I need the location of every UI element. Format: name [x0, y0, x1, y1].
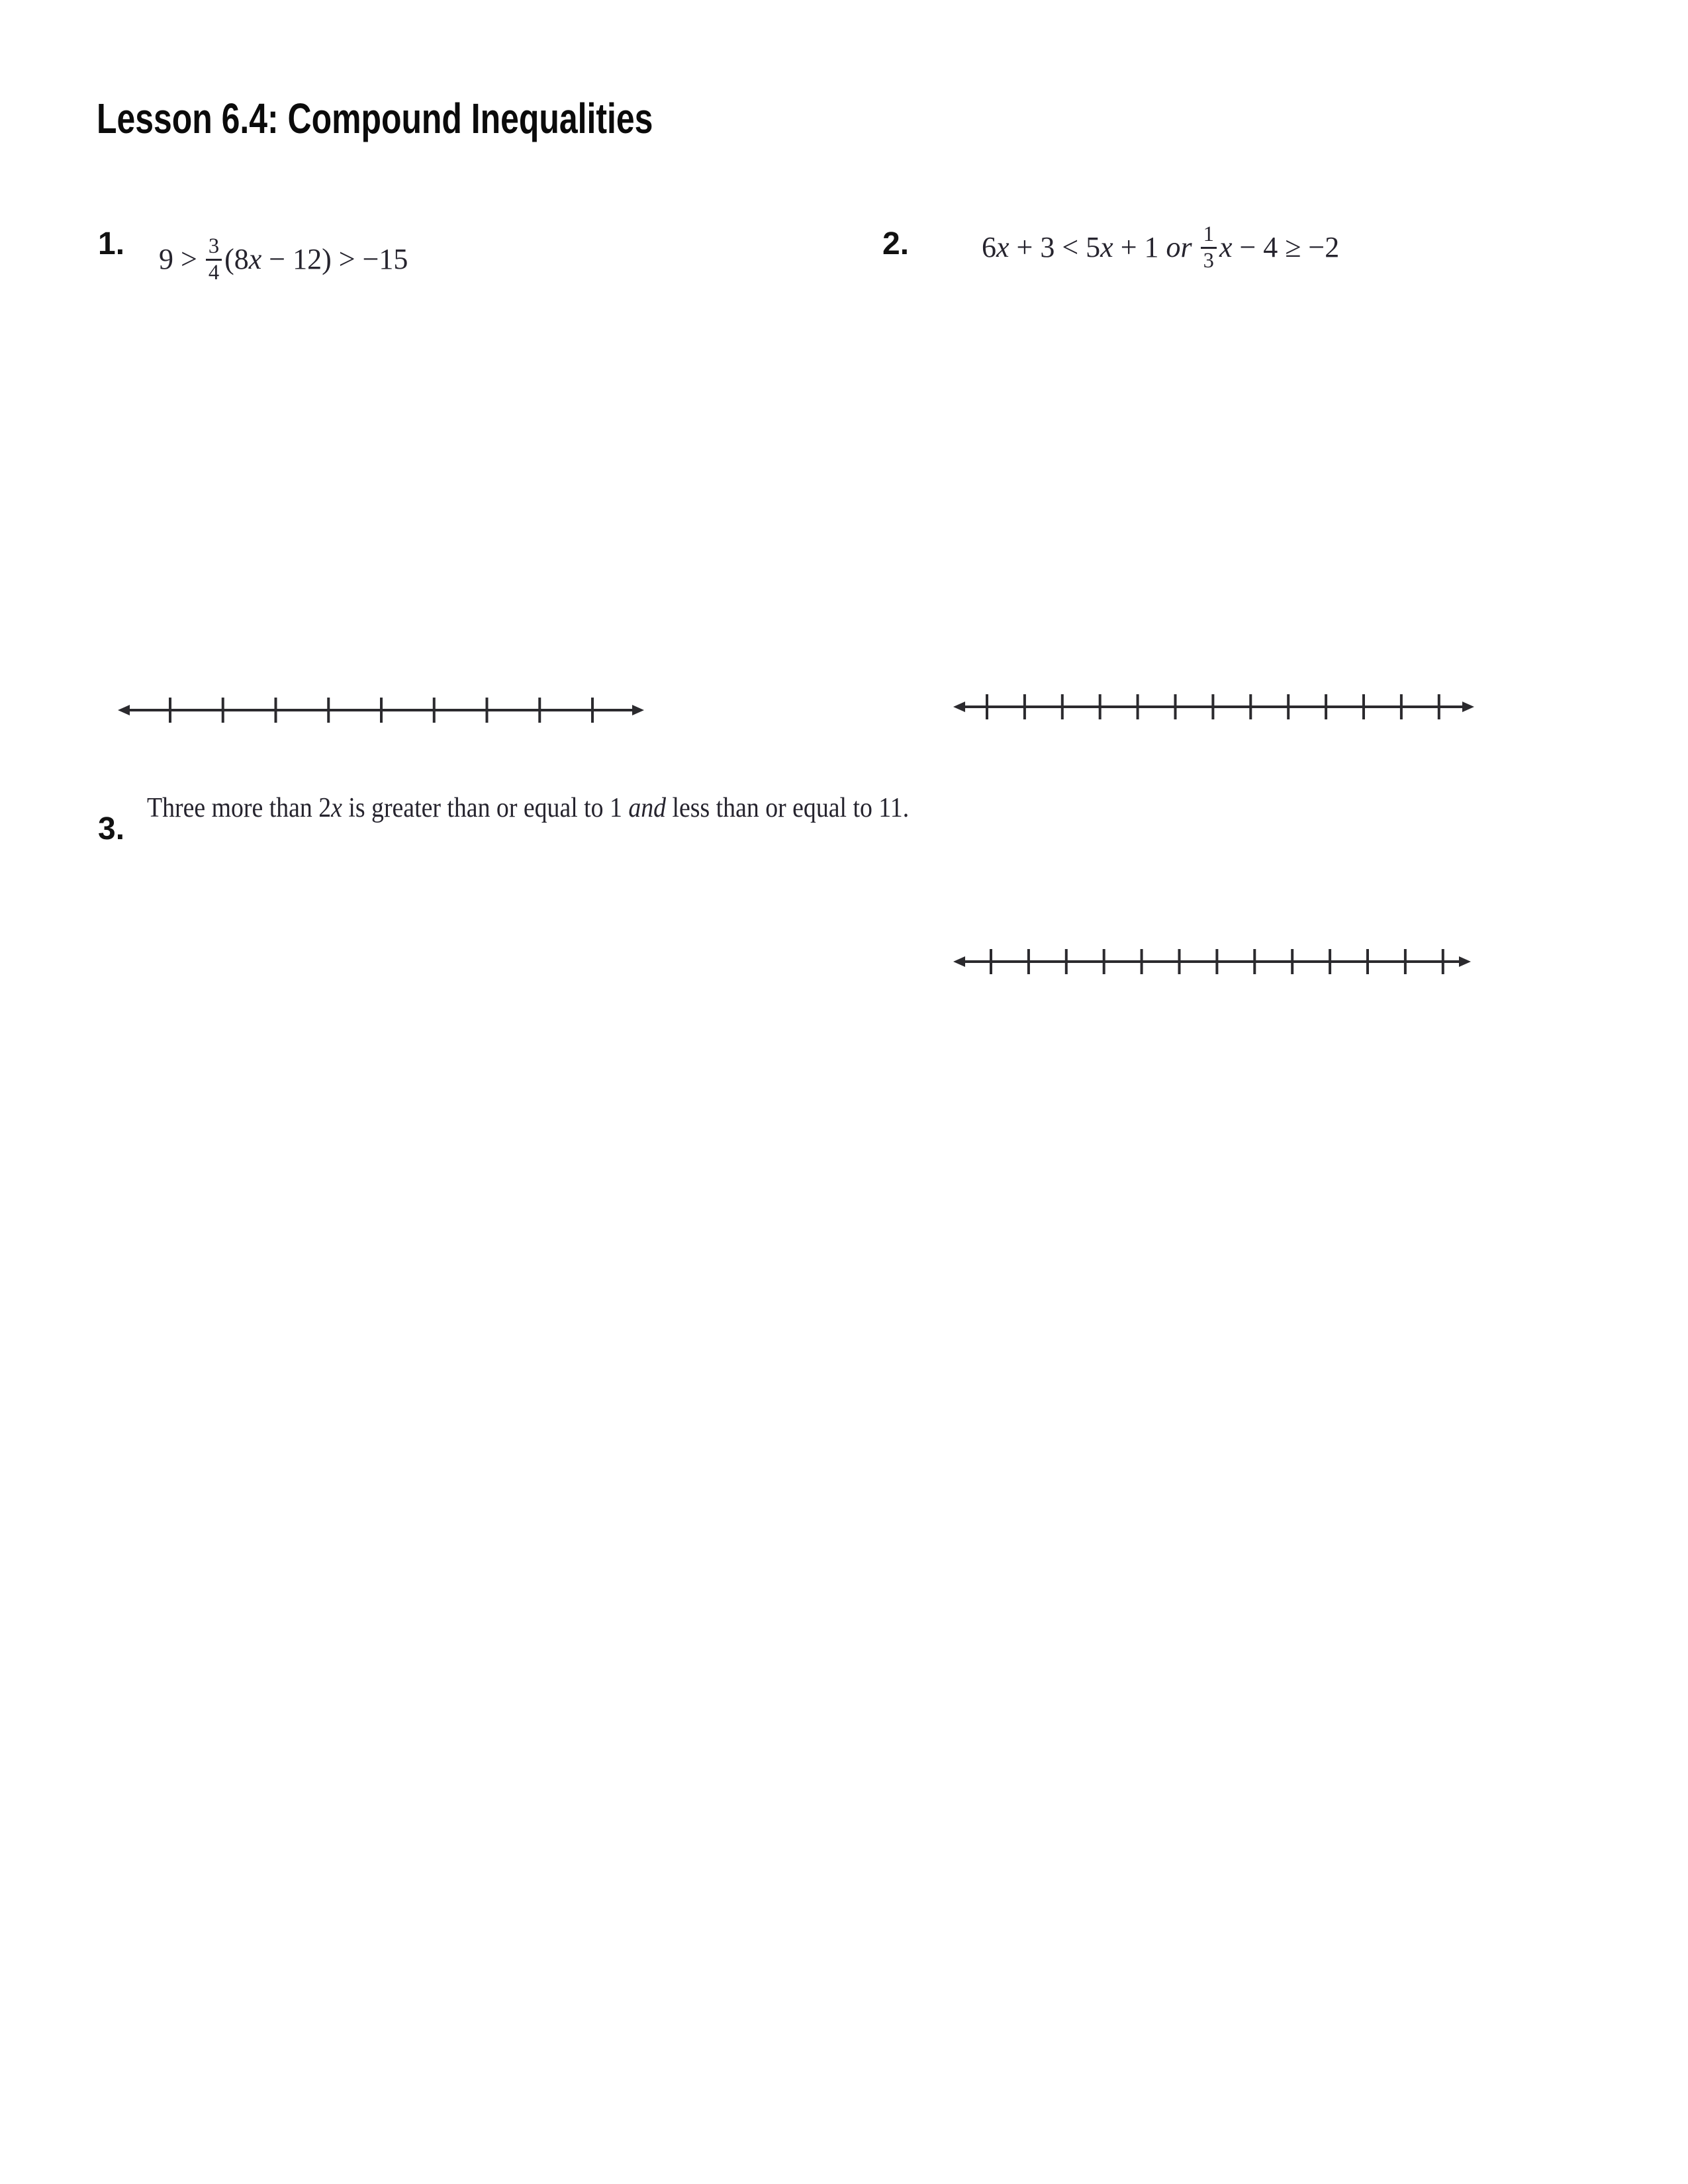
problem-1-label: 1.	[98, 226, 125, 261]
page-title: Lesson 6.4: Compound Inequalities	[97, 95, 653, 142]
problem-3-sentence: Three more than 2x is greater than or equal to 1 and less than or equal to 11.	[147, 793, 910, 823]
number-line-problem-3-svg	[948, 940, 1477, 983]
fraction: $\frac{1}{3}$	[1201, 223, 1217, 271]
fraction: $\frac{3}{4}$	[206, 235, 222, 283]
left-arrow-icon	[953, 956, 965, 967]
right-arrow-icon	[1459, 956, 1471, 967]
number-line-problem-2	[948, 685, 1481, 729]
left-arrow-icon	[118, 705, 130, 715]
right-arrow-icon	[1462, 702, 1474, 712]
number-line-problem-1	[113, 688, 652, 732]
problem-3-label: 3.	[98, 811, 125, 846]
number-line-problem-2-svg	[948, 685, 1481, 729]
problem-2-label: 2.	[882, 226, 910, 261]
problem-2-equation: 6 x + 3 < 5 x + 1 or $\frac{1}{3}$ x − 4 ≥ −2	[982, 222, 1340, 273]
left-arrow-icon	[953, 702, 965, 712]
right-arrow-icon	[632, 705, 644, 715]
number-line-problem-3	[948, 940, 1477, 983]
number-line-problem-1-svg	[113, 688, 652, 732]
problem-1-equation: 9 > $\frac{3}{4}$ (8 x − 12) > −15	[159, 234, 408, 285]
